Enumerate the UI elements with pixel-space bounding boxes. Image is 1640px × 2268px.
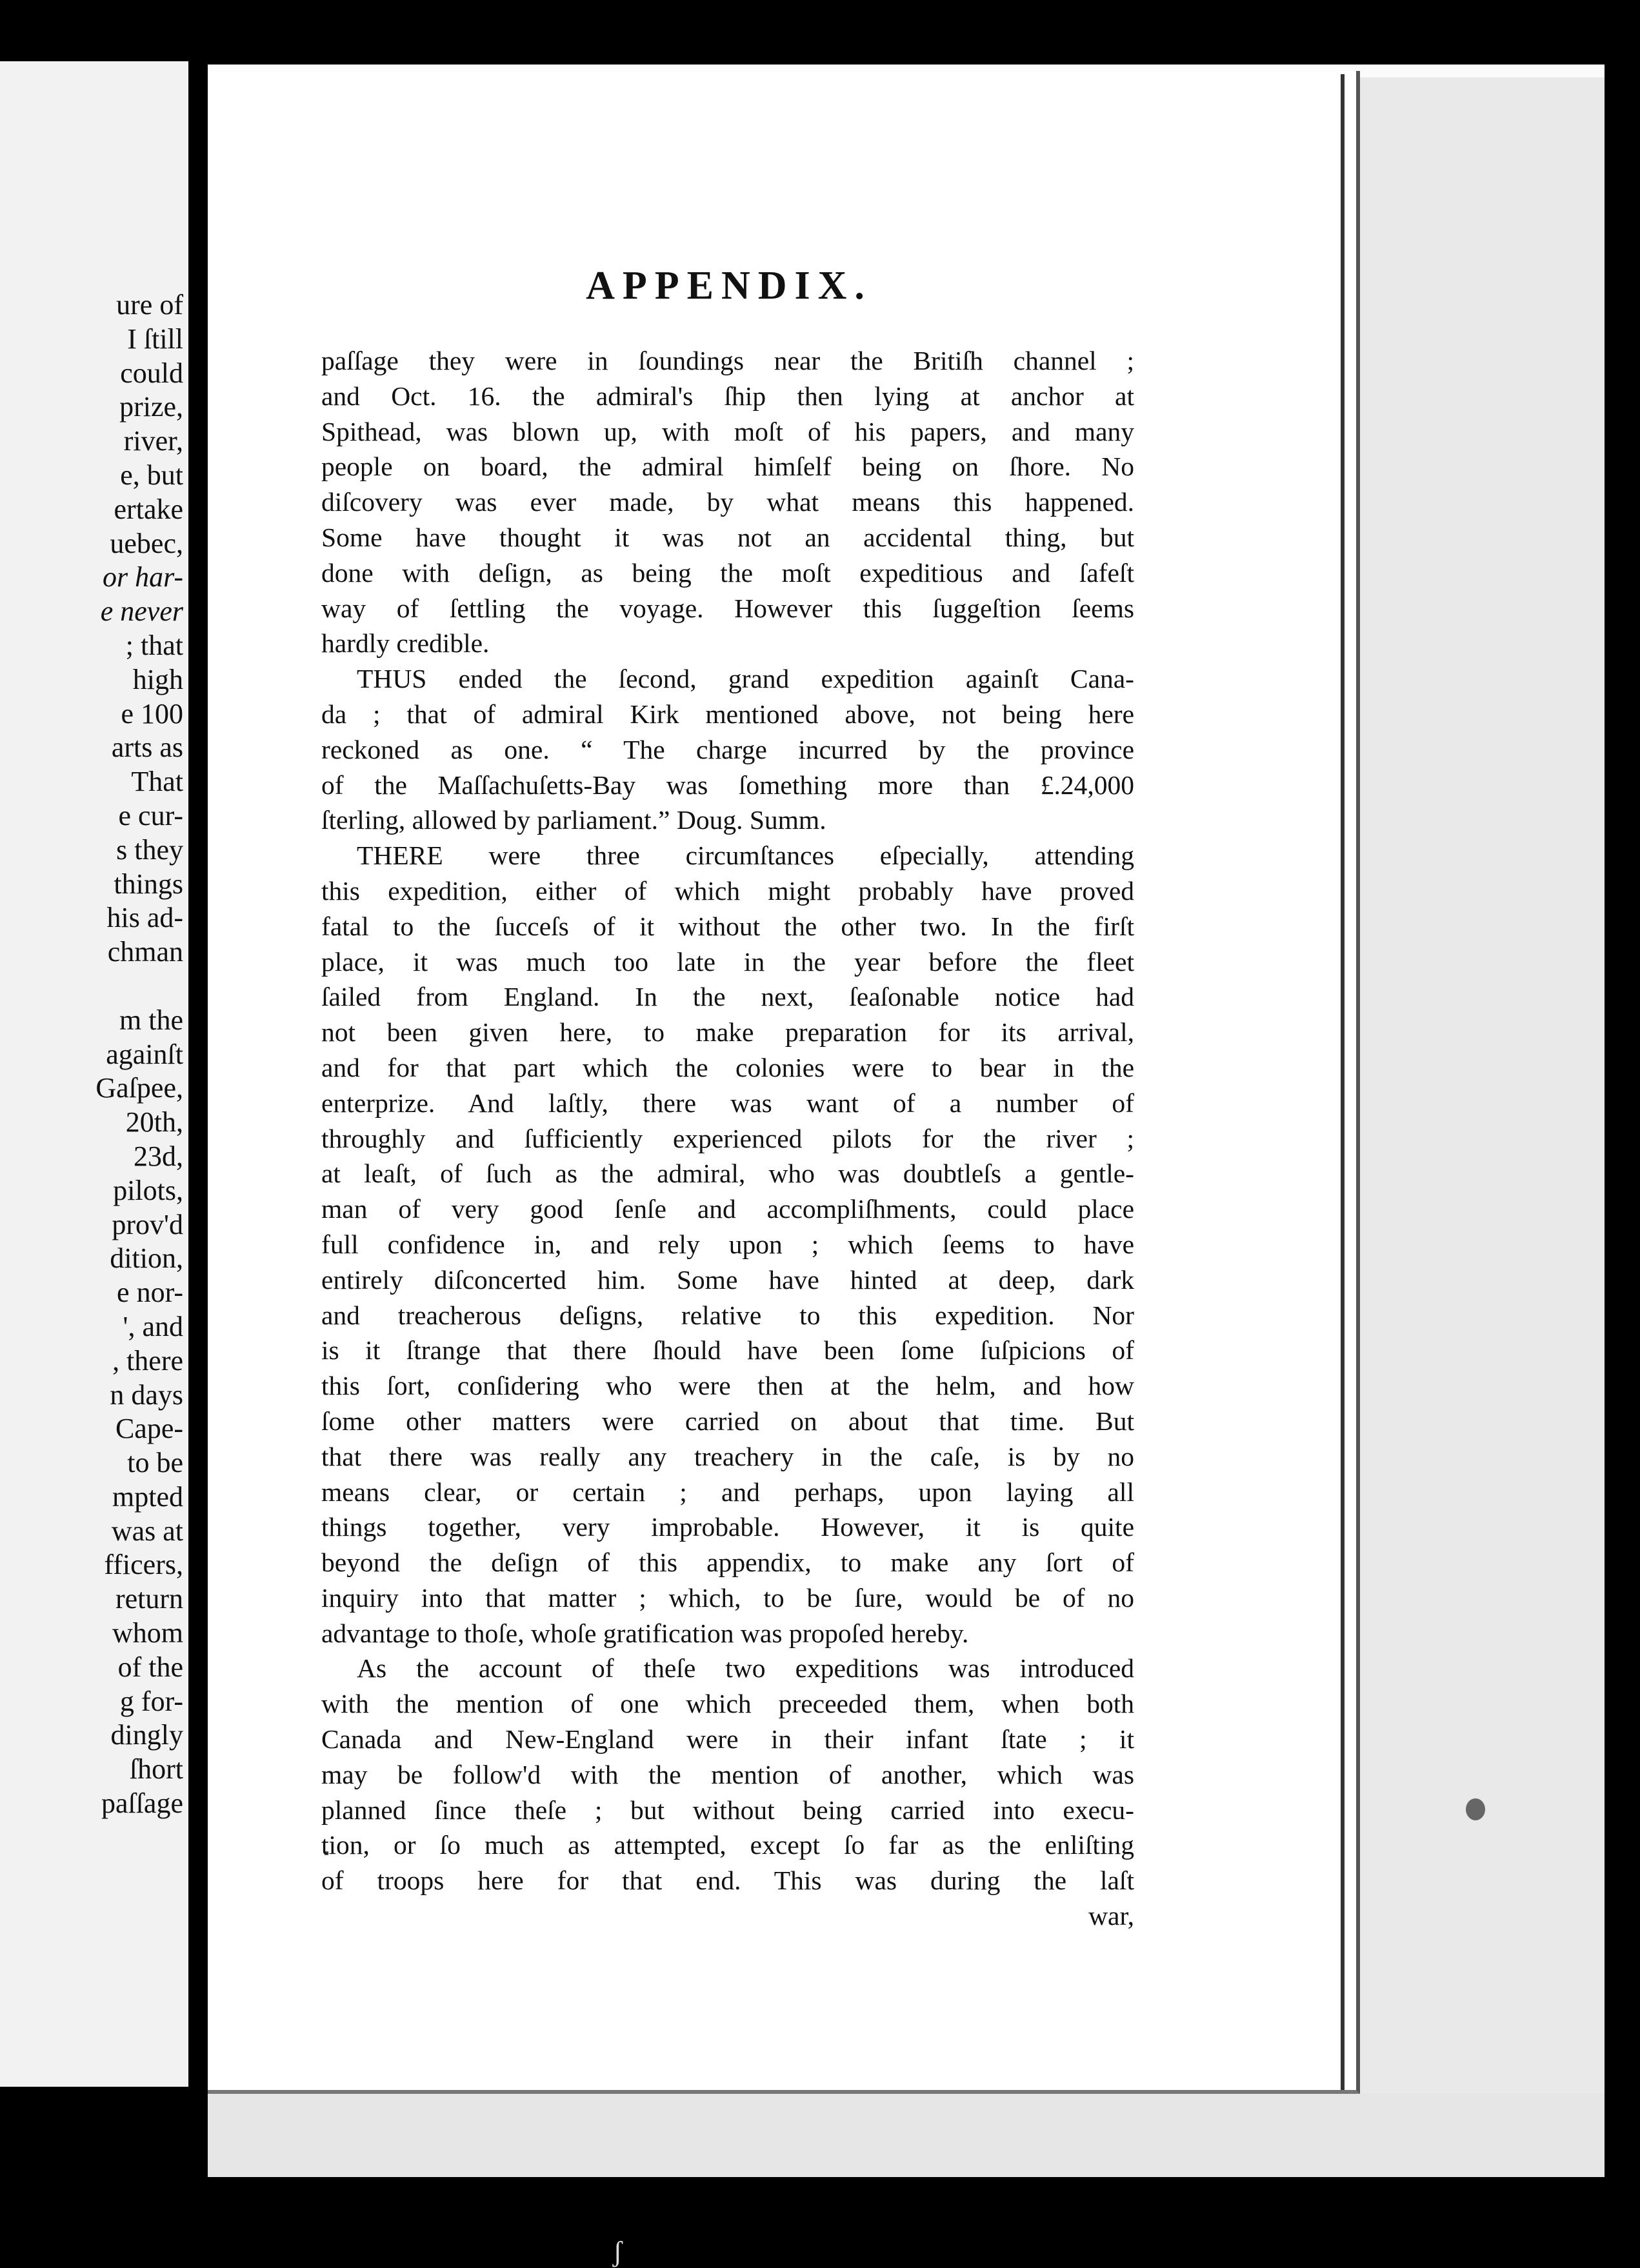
text-line: da ; that of admiral Kirk mentioned above, not being here — [321, 699, 1134, 729]
body-text — [321, 343, 1134, 1934]
left-fragment: 20th, — [125, 1106, 183, 1139]
left-fragment: g for- — [119, 1685, 183, 1717]
left-fragment: arts as — [111, 731, 183, 764]
left-fragment: e, but — [120, 459, 183, 491]
text-line: Canada and New-England were in their infant ſtate ; it — [321, 1724, 1134, 1755]
left-fragment: 23d, — [134, 1140, 183, 1172]
left-fragment — [3, 970, 183, 1004]
left-fragment: high — [132, 663, 183, 695]
text-line: way of ſettling the voyage. However this ſuggeſtion ſeems — [321, 593, 1134, 623]
left-fragment: of the — [117, 1651, 183, 1683]
left-fragment: Cape- — [115, 1413, 183, 1445]
text-line: Some have thought it was not an accidental thing, but — [321, 522, 1134, 552]
text-line: means clear, or certain ; and perhaps, upon laying all — [321, 1477, 1134, 1507]
text-line: reckoned as one. “ The charge incurred by the province — [321, 734, 1134, 764]
text-line: THERE were three circumſtances eſpecially, attending — [357, 841, 1134, 871]
left-fragment: chman — [107, 936, 183, 968]
page-bottom-strip — [208, 2093, 1605, 2177]
left-fragment: e 100 — [121, 697, 183, 730]
left-fragment: mpted — [112, 1480, 183, 1513]
binding-mark: ʃ — [613, 2236, 623, 2267]
text-line: Spithead, was blown up, with moſt of his papers, and many — [321, 416, 1134, 446]
left-fragment: ; that — [125, 629, 183, 661]
text-line: things together, very improbable. However, it is quite — [321, 1512, 1134, 1542]
text-line: enterprize. And laſtly, there was want of a number of — [321, 1088, 1134, 1118]
text-line: THUS ended the ſecond, grand expedition againſt Cana- — [357, 664, 1134, 694]
left-fragment: could — [120, 357, 183, 389]
left-fragment: againſt — [106, 1038, 183, 1070]
left-fragment: ', and — [123, 1310, 183, 1342]
left-fragment: e nor- — [117, 1277, 183, 1309]
previous-page-text — [3, 288, 183, 1821]
text-line: that there was really any treachery in the caſe, is by no — [321, 1441, 1134, 1471]
left-fragment: river, — [123, 425, 183, 457]
left-fragment: things — [114, 868, 183, 900]
left-fragment: uebec, — [110, 527, 183, 559]
text-line: place, it was much too late in the year before the fleet — [321, 946, 1134, 977]
left-fragment: was at — [111, 1515, 183, 1547]
text-line: entirely diſconcerted him. Some have hinted at deep, dark — [321, 1264, 1134, 1295]
left-fragment: s they — [116, 833, 183, 866]
text-line: this expedition, either of which might probably have proved — [321, 875, 1134, 906]
text-line: hardly credible. — [321, 628, 490, 659]
text-line: and treacherous deſigns, relative to this expedition. Nor — [321, 1300, 1134, 1330]
page-heading: APPENDIX. — [586, 264, 872, 308]
text-line: tion, or ſo much as attempted, except ſo far as the enliſting — [321, 1830, 1134, 1860]
text-line: not been given here, to make preparation for its arrival, — [321, 1017, 1134, 1048]
text-line: diſcovery was ever made, by what means this happened. — [321, 487, 1134, 517]
text-line: with the mention of one which preceeded them, when both — [321, 1689, 1134, 1719]
text-line: people on board, the admiral himſelf being on ſhore. No — [321, 452, 1134, 482]
left-fragment: , there — [112, 1344, 183, 1377]
text-line: ſailed from England. In the next, ſeaſonable notice had — [321, 982, 1134, 1012]
left-fragment: m the — [119, 1004, 183, 1036]
left-fragment: return — [115, 1583, 183, 1615]
catchword: war, — [1088, 1901, 1134, 1931]
text-line: ſome other matters were carried on about that time. But — [321, 1406, 1134, 1436]
left-fragment: ure of — [116, 289, 183, 321]
left-fragment: prov'd — [112, 1208, 183, 1240]
text-line: planned ſince theſe ; but without being carried into execu- — [321, 1795, 1134, 1825]
text-line: ſterling, allowed by parliament.” Doug. Summ. — [321, 805, 826, 835]
leaf-edge-shadow — [1341, 74, 1345, 2090]
left-fragment: dition, — [110, 1242, 183, 1275]
text-line: and for that part which the colonies were to bear in the — [321, 1052, 1134, 1082]
left-fragment: paſſage — [101, 1787, 183, 1820]
text-line: done with deſign, as being the moſt expeditious and ſafeſt — [321, 557, 1134, 588]
left-fragment: I ſtill — [127, 323, 183, 355]
left-fragment: to be — [127, 1447, 183, 1479]
left-fragment: That — [131, 766, 183, 798]
left-fragment: dingly — [110, 1719, 183, 1751]
text-line: advantage to thoſe, whoſe gratification was propoſed hereby. — [321, 1618, 969, 1648]
previous-page — [0, 61, 188, 2087]
left-fragment: fficers, — [104, 1549, 183, 1581]
text-line: beyond the deſign of this appendix, to make any ſort of — [321, 1547, 1134, 1578]
left-fragment: e cur- — [118, 799, 183, 831]
left-fragment: his ad- — [106, 902, 183, 934]
text-line: fatal to the ſucceſs of it without the other two. In the firſt — [321, 911, 1134, 941]
left-fragment: ſhort — [129, 1753, 183, 1786]
left-fragment: pilots, — [113, 1174, 183, 1206]
left-fragment: prize, — [119, 391, 183, 423]
text-line: and Oct. 16. the admiral's ſhip then lying at anchor at — [321, 381, 1134, 411]
text-line: throughly and ſufficiently experienced pilots for the river ; — [321, 1123, 1134, 1153]
text-line: this ſort, conſidering who were then at the helm, and how — [321, 1371, 1134, 1401]
text-line: inquiry into that matter ; which, to be ſure, would be of no — [321, 1582, 1134, 1613]
text-line: man of very good ſenſe and accompliſhments, could place — [321, 1194, 1134, 1224]
left-fragment: whom — [112, 1617, 183, 1649]
left-fragment: e never — [100, 595, 183, 628]
ink-blot — [1466, 1798, 1485, 1820]
left-fragment: n days — [110, 1378, 183, 1411]
text-line: As the account of theſe two expeditions was introduced — [357, 1653, 1134, 1684]
text-line: paſſage they were in ſoundings near the Britiſh channel ; — [321, 346, 1134, 375]
left-fragment: ertake — [114, 493, 183, 525]
left-fragment: or har- — [102, 561, 183, 593]
text-line: may be follow'd with the mention of another, which was — [321, 1759, 1134, 1789]
text-line: is it ſtrange that there ſhould have been ſome ſuſpicions of — [321, 1335, 1134, 1366]
text-line: of the Maſſachuſetts-Bay was ſomething more than £.24,000 — [321, 770, 1134, 800]
text-line: at leaſt, of ſuch as the admiral, who was doubtleſs a gentle- — [321, 1159, 1134, 1189]
text-line: full confidence in, and rely upon ; which ſeems to have — [321, 1229, 1134, 1259]
left-fragment: Gaſpee, — [95, 1072, 183, 1104]
book-gutter — [188, 61, 208, 2087]
text-line: of troops here for that end. This was during the laſt — [321, 1865, 1134, 1896]
